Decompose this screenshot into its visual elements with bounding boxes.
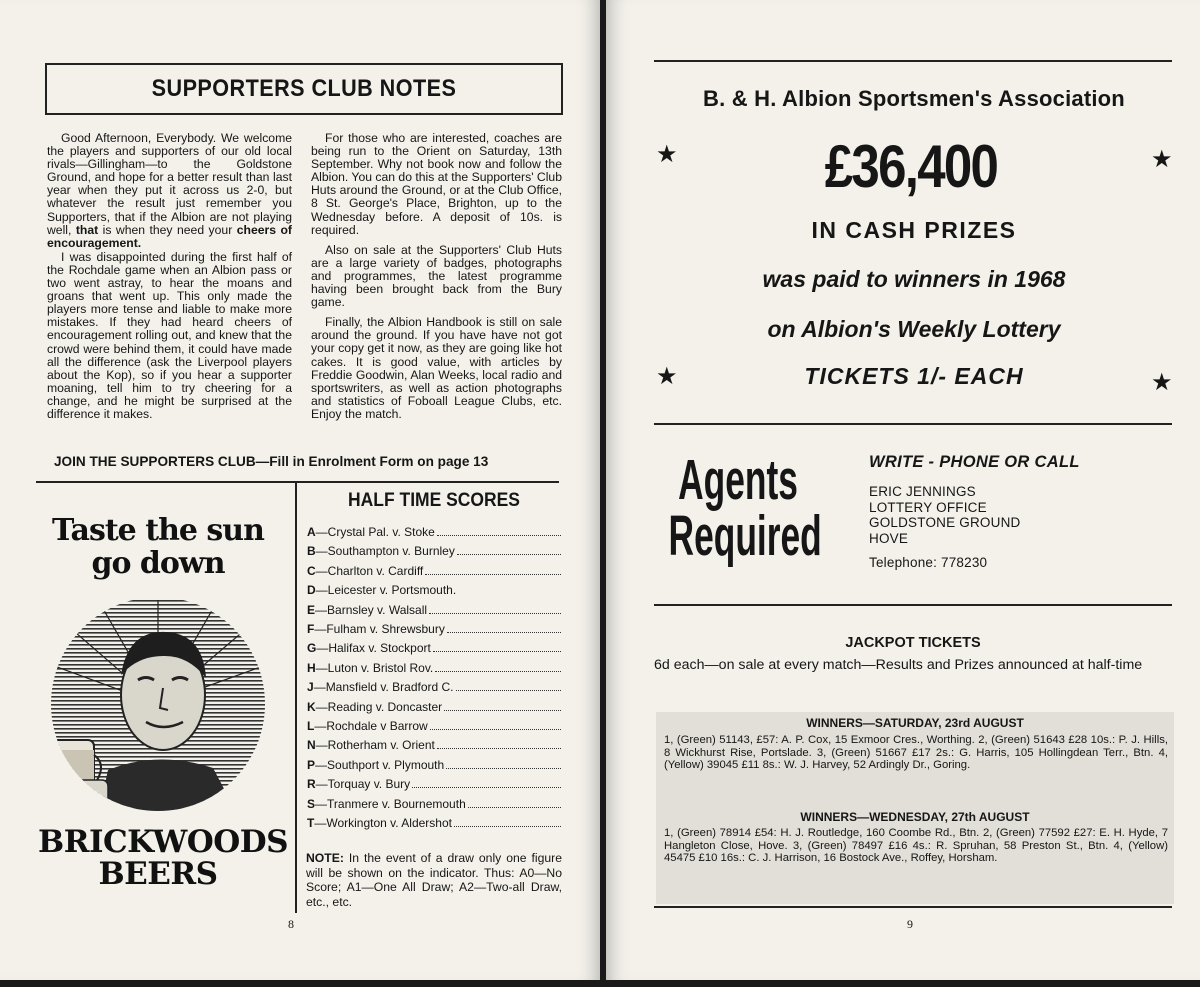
notes-column-2 xyxy=(311,132,562,428)
fixture: —Fulham v. Shrewsbury xyxy=(314,622,445,636)
dot-leader xyxy=(468,798,561,808)
address-line: HOVE xyxy=(869,530,909,546)
half-time-note xyxy=(306,851,562,909)
half-time-score-row xyxy=(307,719,561,738)
divider xyxy=(654,60,1172,62)
score-indicator-letter: N xyxy=(307,738,316,753)
half-time-score-row xyxy=(307,603,561,622)
fixture: —Luton v. Bristol Rov. xyxy=(315,660,434,675)
star-icon: ★ xyxy=(1151,146,1173,173)
score-indicator-letter: P xyxy=(307,757,316,772)
text-run: Good Afternoon, Everybody. We welcome the players and supporters of our old local rivals—Gillingham—to the Goldstone Ground, and hope for a better result than last year when they put it across us 2-0, but whatever the result just remember you Supporters, that if the Albion are not playing well, xyxy=(47,131,292,237)
left-page xyxy=(0,0,600,980)
half-time-score-row xyxy=(307,544,561,563)
dot-leader xyxy=(429,604,561,614)
half-time-score-row xyxy=(307,797,561,816)
fixture: —Workington v. Aldershot xyxy=(314,816,452,830)
score-indicator-letter: J xyxy=(307,680,314,695)
join-supporters-club: JOIN THE SUPPORTERS CLUB—Fill in Enrolment Form on page 13 xyxy=(54,454,489,469)
fixture: —Reading v. Doncaster xyxy=(315,699,443,714)
lottery-line-2: on Albion's Weekly Lottery xyxy=(767,316,1061,342)
prize-amount: £36,400 xyxy=(824,133,998,200)
dot-leader xyxy=(457,545,561,555)
contact-address xyxy=(869,484,1020,546)
fixture: —Torquay v. Bury xyxy=(315,777,411,792)
association-name: B. & H. Albion Sportsmen's Association xyxy=(703,86,1125,111)
title-box xyxy=(45,63,563,115)
fixture: —Rotherham v. Orient xyxy=(315,738,435,753)
fixture: —Tranmere v. Bournemouth xyxy=(315,796,466,811)
winners-title: WINNERS—WEDNESDAY, 27th AUGUST xyxy=(800,810,1030,824)
notes-paragraph: For those who are interested, coaches are being run to the Orient on Saturday, 13th September. Why not book now and follow the Albion. You can do this at the Supporters' Club Huts around the Ground, or at the Club Office, 8 St. George's Place, Brighton, up to the Wednesday before. A deposit of 10s. is required. xyxy=(311,131,562,237)
address-line: LOTTERY OFFICE xyxy=(869,499,987,515)
fixture: —Rochdale v Barrow xyxy=(314,719,428,733)
divider xyxy=(36,481,559,483)
text-run: that xyxy=(75,222,99,237)
score-indicator-letter: A xyxy=(307,525,316,539)
agents-required xyxy=(626,448,850,568)
score-indicator-letter: B xyxy=(307,544,316,559)
score-indicator-letter: T xyxy=(307,816,315,830)
divider xyxy=(654,906,1172,908)
ad-slogan xyxy=(38,514,278,580)
contact-heading: WRITE - PHONE OR CALL xyxy=(869,453,1080,471)
winners-title: WINNERS—SATURDAY, 23rd AUGUST xyxy=(806,716,1024,730)
dot-leader xyxy=(430,720,561,730)
fixture: —Halifax v. Stockport xyxy=(316,641,431,656)
score-indicator-letter: K xyxy=(307,699,316,714)
half-time-score-row xyxy=(307,777,561,796)
dot-leader xyxy=(412,778,561,788)
ad-slogan-line: go down xyxy=(91,546,225,581)
ad-brand-line: BRICKWOODS xyxy=(38,824,289,860)
score-indicator-letter: D xyxy=(307,583,316,598)
page-title: SUPPORTERS CLUB NOTES xyxy=(151,75,457,102)
ad-brand-line: BEERS xyxy=(98,856,218,892)
agents-line: Agents xyxy=(678,448,798,512)
half-time-score-row xyxy=(307,758,561,777)
dot-leader xyxy=(458,585,561,594)
note-label: NOTE: xyxy=(306,851,344,865)
page-number: 8 xyxy=(288,917,294,931)
half-time-score-row xyxy=(307,738,561,757)
score-indicator-letter: S xyxy=(307,796,316,811)
jackpot-title: JACKPOT TICKETS xyxy=(845,635,981,651)
ad-slogan-line: Taste the sun xyxy=(52,513,264,548)
score-indicator-letter: L xyxy=(307,719,315,733)
score-indicator-letter: C xyxy=(307,563,316,578)
winners-text: 1, (Green) 78914 £54: H. J. Routledge, 160 Coombe Rd., Btn. 2, (Green) 77592 £27: E. H. Hyde, 7 Hangleton Close, Hove. 3, (Green) 78497 £16 4s.: R. Spruhan, 58 Preston St., Btn. 4, (Yellow) 45475 £10 16s.: C. J. Harrison, 16 Bostock Ave., Roffey, Horsham. xyxy=(664,827,1168,865)
jackpot-text: 6d each—on sale at every match—Results and Prizes announced at half-time xyxy=(654,657,1143,673)
dot-leader xyxy=(437,526,561,536)
score-indicator-letter: R xyxy=(307,777,316,792)
text-run: is when they need your xyxy=(98,222,237,237)
page-number: 9 xyxy=(907,917,913,931)
star-icon: ★ xyxy=(656,363,678,390)
notes-paragraph xyxy=(47,132,292,250)
half-time-score-row xyxy=(307,680,561,699)
fixture: —Leicester v. Portsmouth. xyxy=(315,583,457,598)
half-time-score-row xyxy=(307,564,561,583)
note-text: In the event of a draw only one figure will be shown on the indicator. Thus: A0—No Score; A1—One All Draw; A2—Two-all Draw, etc., etc. xyxy=(306,851,562,909)
divider xyxy=(295,481,297,913)
half-time-score-row xyxy=(307,583,561,602)
star-icon: ★ xyxy=(656,141,678,168)
dot-leader xyxy=(425,565,561,575)
notes-column-1 xyxy=(47,132,292,428)
half-time-score-row xyxy=(307,700,561,719)
dot-leader xyxy=(437,739,561,749)
address-line: GOLDSTONE GROUND xyxy=(869,515,1021,530)
notes-paragraph: Also on sale at the Supporters' Club Huts are a large variety of badges, photographs and programmes, the latest programme having been brought back from the Bury game. xyxy=(311,242,562,310)
half-time-score-row xyxy=(307,622,561,641)
tickets-price: TICKETS 1/- EACH xyxy=(804,363,1024,389)
dot-leader xyxy=(444,701,561,711)
ad-brand xyxy=(38,824,289,892)
agents-line: Required xyxy=(668,504,822,568)
fixture: —Mansfield v. Bradford C. xyxy=(313,680,454,695)
dot-leader xyxy=(446,759,561,769)
fixture: —Southampton v. Burnley xyxy=(315,544,455,559)
dot-leader xyxy=(454,817,561,827)
right-page xyxy=(606,0,1200,980)
dot-leader xyxy=(456,681,561,691)
dot-leader xyxy=(433,642,561,652)
fixture: —Charlton v. Cardiff xyxy=(315,563,424,578)
divider xyxy=(654,604,1172,606)
half-time-score-row xyxy=(307,816,561,835)
half-time-score-row xyxy=(307,661,561,680)
score-indicator-letter: G xyxy=(307,641,317,656)
fixture: —Crystal Pal. v. Stoke xyxy=(315,525,435,539)
star-icon: ★ xyxy=(1151,369,1173,396)
half-time-score-row xyxy=(307,525,561,544)
winners-text: 1, (Green) 51143, £57: A. P. Cox, 15 Exmoor Cres., Worthing. 2, (Green) 51643 £28 10s.: P. J. Hills, 8 Wickhurst Rise, Portslade. 3, (Green) 51667 £17 2s.: G. Harris, 105 Hollingdean Terr., Btn. 4, (Yellow) 39045 £11 8s.: W. J. Harvey, 52 Ardingly Dr., Goring. xyxy=(664,734,1168,772)
cash-prizes: IN CASH PRIZES xyxy=(811,217,1017,243)
score-indicator-letter: H xyxy=(307,660,316,675)
text-run: cheers of encouragement. xyxy=(47,222,292,250)
lottery-line-1: was paid to winners in 1968 xyxy=(762,266,1066,292)
dot-leader xyxy=(447,623,561,633)
half-time-score-row xyxy=(307,641,561,660)
dot-leader xyxy=(435,662,561,672)
fixture: —Southport v. Plymouth xyxy=(315,757,445,772)
divider xyxy=(654,423,1172,425)
score-indicator-letter: E xyxy=(307,602,316,617)
half-time-scores-title: HALF TIME SCORES xyxy=(348,490,520,511)
beer-drinker-illustration xyxy=(38,600,280,815)
score-indicator-letter: F xyxy=(307,622,315,636)
fixture: —Barnsley v. Walsall xyxy=(315,602,428,617)
notes-paragraph: I was disappointed during the first half of the Rochdale game when an Albion pass or two went astray, to hear the moans and groans that went up. This only made the players more tense and liable to make more mistakes. If they had heard cheers of encouragement rolling out, and knew that the crowd were behind them, it could have made all the difference (ask the Liverpool players about the Kop), so if you hear a supporter moaning, tell him to try cheering for a change, and he might be surprised at the difference it makes. xyxy=(47,249,292,421)
address-line: ERIC JENNINGS xyxy=(869,484,976,499)
contact-telephone: Telephone: 778230 xyxy=(869,555,988,570)
notes-paragraph: Finally, the Albion Handbook is still on sale around the ground. If you have have not got your copy get it now, as they are going like hot cakes. It is good value, with articles by Freddie Goodwin, Alan Weeks, local radio and sportswriters, as well as action photographs and statistics of Foboall League Clubs, etc. Enjoy the match. xyxy=(311,315,562,421)
